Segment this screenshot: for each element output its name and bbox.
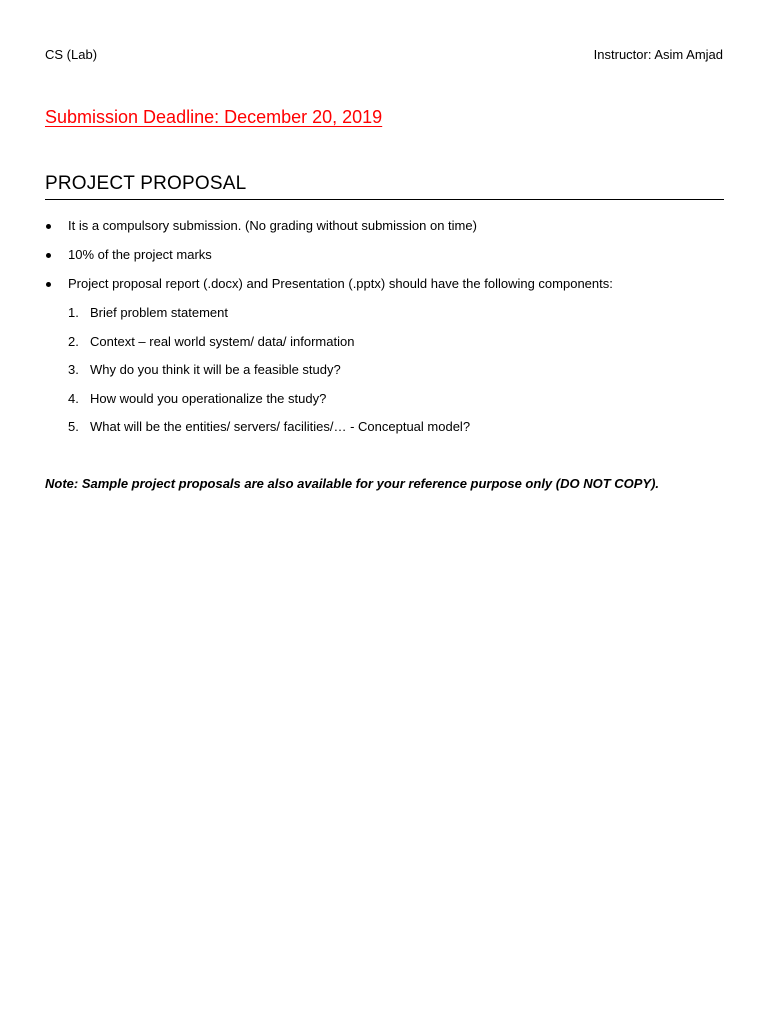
component-item (68, 362, 718, 378)
components-list (68, 305, 718, 448)
submission-deadline: Submission Deadline: December 20, 2019 (45, 107, 383, 127)
component-item (68, 305, 718, 321)
component-item (68, 419, 718, 435)
component-number: 3. (68, 362, 79, 377)
page-header (45, 47, 723, 63)
bullet-dot-icon (46, 224, 51, 229)
component-text: Why do you think it will be a feasible study? (90, 362, 341, 377)
bullet-text: Project proposal report (.docx) and Presentation (.pptx) should have the following components: (68, 276, 613, 291)
component-number: 4. (68, 390, 79, 406)
instructor-label: Instructor: Asim Amjad (593, 47, 723, 62)
bullet-text: It is a compulsory submission. (No grading without submission on time) (68, 218, 477, 233)
component-item (68, 334, 718, 350)
bullet-item (45, 218, 725, 234)
section-title: PROJECT PROPOSAL (45, 173, 724, 200)
reference-note: Note: Sample project proposals are also available for your reference purpose only (DO NOT COPY). (45, 476, 660, 491)
component-number: 1. (68, 305, 79, 320)
component-text: What will be the entities/ servers/ facilities/… - Conceptual model? (90, 419, 471, 434)
bullet-item (45, 247, 725, 263)
bullet-list (45, 218, 725, 305)
bullet-dot-icon (46, 253, 51, 258)
bullet-dot-icon (46, 282, 51, 287)
component-text: Brief problem statement (90, 305, 229, 320)
component-number: 2. (68, 333, 79, 349)
bullet-item (45, 276, 725, 292)
course-label: CS (Lab) (45, 47, 98, 62)
bullet-text: 10% of the project marks (68, 247, 212, 262)
component-text: How would you operationalize the study? (90, 390, 327, 406)
component-item (68, 391, 718, 407)
component-number: 5. (68, 419, 79, 434)
component-text: Context – real world system/ data/ information (90, 333, 355, 349)
